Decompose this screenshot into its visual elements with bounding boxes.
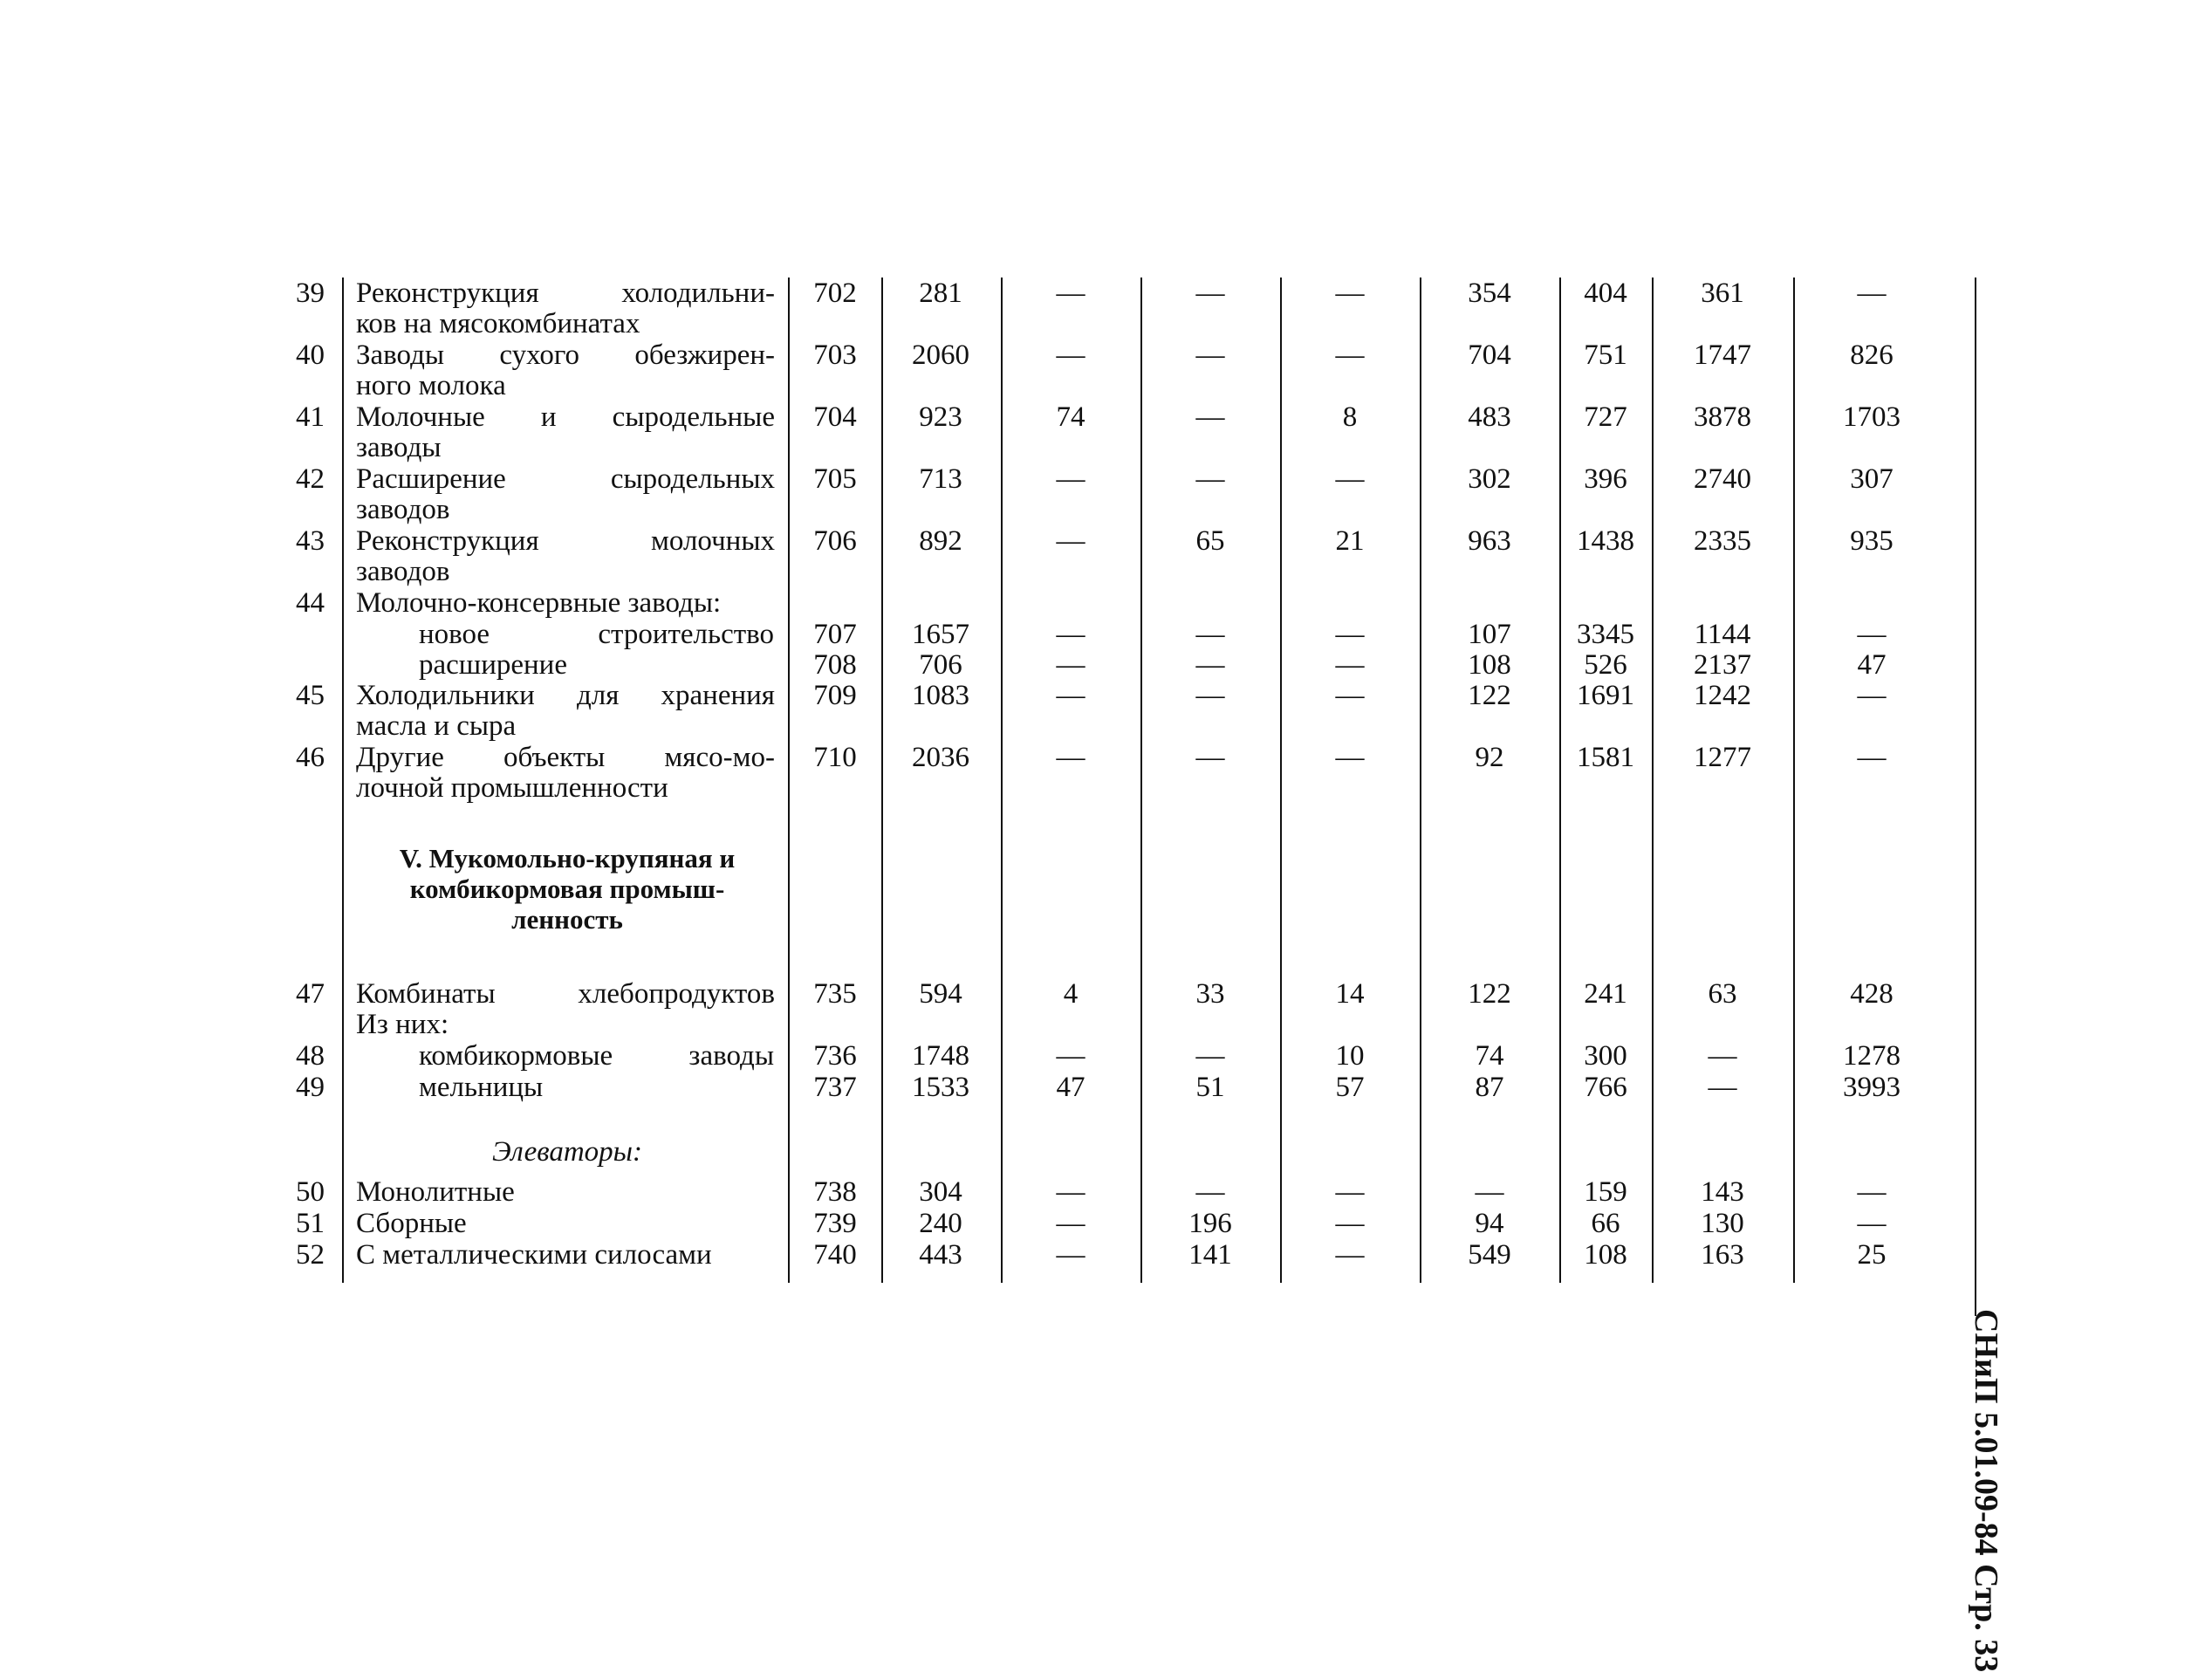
row-name-line: Заводы сухого обезжирен- bbox=[356, 339, 775, 371]
cell-value: 549 bbox=[1468, 1239, 1511, 1271]
cell-value: 10 bbox=[1335, 1040, 1365, 1072]
row-name-line: заводов bbox=[356, 556, 450, 587]
cell-value: 705 bbox=[813, 463, 857, 495]
rule-col-4 bbox=[1140, 278, 1142, 1283]
row-name-line: мельницы bbox=[419, 1072, 544, 1103]
cell-value: 2335 bbox=[1694, 525, 1751, 557]
cell-value: 702 bbox=[813, 278, 857, 309]
row-number: 44 bbox=[296, 587, 325, 619]
cell-value: — bbox=[1857, 1208, 1887, 1239]
cell-value: 428 bbox=[1850, 978, 1894, 1010]
cell-value: — bbox=[1195, 463, 1225, 495]
cell-value: 240 bbox=[919, 1208, 962, 1239]
cell-value: 3878 bbox=[1694, 401, 1751, 433]
cell-value: 404 bbox=[1584, 278, 1627, 309]
cell-value: 963 bbox=[1468, 525, 1511, 557]
rule-col-6 bbox=[1420, 278, 1421, 1283]
cell-value: 122 bbox=[1468, 680, 1511, 711]
row-number: 50 bbox=[296, 1176, 325, 1208]
cell-value: 935 bbox=[1850, 525, 1894, 557]
row-name-line: масла и сыра bbox=[356, 710, 517, 742]
cell-value: 3993 bbox=[1843, 1072, 1900, 1103]
row-name-line: заводов bbox=[356, 494, 450, 525]
cell-value: 1691 bbox=[1577, 680, 1634, 711]
cell-value: 708 bbox=[813, 649, 857, 681]
cell-value: 87 bbox=[1475, 1072, 1504, 1103]
cell-value: 92 bbox=[1475, 742, 1504, 773]
cell-value: 1533 bbox=[912, 1072, 969, 1103]
cell-value: 710 bbox=[813, 742, 857, 773]
cell-value: 923 bbox=[919, 401, 962, 433]
cell-value: 826 bbox=[1850, 339, 1894, 371]
row-number: 42 bbox=[296, 463, 325, 495]
cell-value: 108 bbox=[1468, 649, 1511, 681]
cell-value: 766 bbox=[1584, 1072, 1627, 1103]
cell-value: 302 bbox=[1468, 463, 1511, 495]
cell-value: — bbox=[1195, 1040, 1225, 1072]
row-name-line: ков на мясокомбинатах bbox=[356, 308, 640, 339]
row-number: 41 bbox=[296, 401, 325, 433]
cell-value: 1144 bbox=[1694, 619, 1751, 650]
cell-value: 122 bbox=[1468, 978, 1511, 1010]
cell-value: 21 bbox=[1335, 525, 1365, 557]
rule-col-3 bbox=[1001, 278, 1003, 1283]
row-name-line: Реконструкция холодильни- bbox=[356, 278, 775, 309]
cell-value: — bbox=[1335, 742, 1365, 773]
cell-value: 1657 bbox=[912, 619, 969, 650]
cell-value: 25 bbox=[1857, 1239, 1887, 1271]
cell-value: 737 bbox=[813, 1072, 857, 1103]
row-number: 47 bbox=[296, 978, 325, 1010]
row-number: 48 bbox=[296, 1040, 325, 1072]
cell-value: 241 bbox=[1584, 978, 1627, 1010]
cell-value: 740 bbox=[813, 1239, 857, 1271]
cell-value: 2036 bbox=[912, 742, 969, 773]
cell-value: — bbox=[1335, 649, 1365, 681]
cell-value: — bbox=[1857, 278, 1887, 309]
row-name-line: Другие объекты мясо-мо- bbox=[356, 742, 775, 773]
cell-value: 2060 bbox=[912, 339, 969, 371]
cell-value: 1703 bbox=[1843, 401, 1900, 433]
row-name-line: Реконструкция молочных bbox=[356, 525, 775, 557]
cell-value: 3345 bbox=[1577, 619, 1634, 650]
cell-value: 354 bbox=[1468, 278, 1511, 309]
row-name-line: расширение bbox=[419, 649, 567, 681]
row-name-line: Молочные и сыродельные bbox=[356, 401, 775, 433]
rule-col-9 bbox=[1793, 278, 1795, 1283]
cell-value: — bbox=[1056, 278, 1085, 309]
cell-value: — bbox=[1056, 339, 1085, 371]
cell-value: 65 bbox=[1195, 525, 1225, 557]
row-name-line: заводы bbox=[356, 432, 442, 463]
cell-value: — bbox=[1056, 680, 1085, 711]
row-name-line: С металлическими силосами bbox=[356, 1239, 712, 1271]
cell-value: 304 bbox=[919, 1176, 962, 1208]
cell-value: — bbox=[1056, 1040, 1085, 1072]
cell-value: 739 bbox=[813, 1208, 857, 1239]
row-number: 40 bbox=[296, 339, 325, 371]
cell-value: 130 bbox=[1701, 1208, 1744, 1239]
cell-value: 2740 bbox=[1694, 463, 1751, 495]
cell-value: 141 bbox=[1188, 1239, 1232, 1271]
cell-value: — bbox=[1335, 680, 1365, 711]
section-title-line-3: ленность bbox=[511, 904, 623, 935]
cell-value: 1277 bbox=[1694, 742, 1751, 773]
cell-value: — bbox=[1708, 1072, 1737, 1103]
cell-value: 4 bbox=[1063, 978, 1079, 1010]
cell-value: 2137 bbox=[1694, 649, 1751, 681]
cell-value: 1747 bbox=[1694, 339, 1751, 371]
cell-value: — bbox=[1857, 680, 1887, 711]
cell-value: 361 bbox=[1701, 278, 1744, 309]
cell-value: 1438 bbox=[1577, 525, 1634, 557]
cell-value: — bbox=[1056, 1239, 1085, 1271]
cell-value: 594 bbox=[919, 978, 962, 1010]
cell-value: — bbox=[1056, 525, 1085, 557]
cell-value: 33 bbox=[1195, 978, 1225, 1010]
cell-value: 396 bbox=[1584, 463, 1627, 495]
cell-value: 735 bbox=[813, 978, 857, 1010]
cell-value: 63 bbox=[1708, 978, 1737, 1010]
row-number: 49 bbox=[296, 1072, 325, 1103]
cell-value: — bbox=[1335, 1208, 1365, 1239]
cell-value: 74 bbox=[1475, 1040, 1504, 1072]
rule-no-name bbox=[342, 278, 344, 1283]
cell-value: — bbox=[1195, 339, 1225, 371]
cell-value: 1083 bbox=[912, 680, 969, 711]
cell-value: — bbox=[1195, 742, 1225, 773]
row-name-line: новое строительство bbox=[419, 619, 774, 650]
cell-value: — bbox=[1195, 401, 1225, 433]
cell-value: 47 bbox=[1056, 1072, 1085, 1103]
cell-value: — bbox=[1195, 649, 1225, 681]
row-name-line: комбикормовые заводы bbox=[419, 1040, 774, 1072]
cell-value: 1748 bbox=[912, 1040, 969, 1072]
row-name-line: Молочно-консервные заводы: bbox=[356, 587, 722, 619]
cell-value: 74 bbox=[1056, 401, 1085, 433]
cell-value: — bbox=[1056, 1208, 1085, 1239]
cell-value: — bbox=[1335, 463, 1365, 495]
cell-value: 727 bbox=[1584, 401, 1627, 433]
cell-value: 196 bbox=[1188, 1208, 1232, 1239]
cell-value: — bbox=[1335, 278, 1365, 309]
cell-value: 94 bbox=[1475, 1208, 1504, 1239]
row-number: 45 bbox=[296, 680, 325, 711]
row-name-line: Комбинаты хлебопродуктов bbox=[356, 978, 775, 1010]
row-name-line: Расширение сыродельных bbox=[356, 463, 775, 495]
cell-value: 713 bbox=[919, 463, 962, 495]
cell-value: 1242 bbox=[1694, 680, 1751, 711]
cell-value: 1278 bbox=[1843, 1040, 1900, 1072]
cell-value: 300 bbox=[1584, 1040, 1627, 1072]
cell-value: 143 bbox=[1701, 1176, 1744, 1208]
cell-value: — bbox=[1857, 742, 1887, 773]
section-title-line-1: V. Мукомольно-крупяная и bbox=[399, 843, 736, 874]
row-name-line: Холодильники для хранения bbox=[356, 680, 775, 711]
running-header: СНиП 5.01.09-84 Стр. 33 bbox=[1968, 1309, 2004, 1672]
cell-value: 736 bbox=[813, 1040, 857, 1072]
cell-value: 706 bbox=[813, 525, 857, 557]
row-number: 46 bbox=[296, 742, 325, 773]
cell-value: 14 bbox=[1335, 978, 1365, 1010]
cell-value: — bbox=[1195, 619, 1225, 650]
cell-value: 281 bbox=[919, 278, 962, 309]
cell-value: 707 bbox=[813, 619, 857, 650]
cell-value: 57 bbox=[1335, 1072, 1365, 1103]
row-name-line: Сборные bbox=[356, 1208, 467, 1239]
cell-value: 709 bbox=[813, 680, 857, 711]
cell-value: — bbox=[1195, 1176, 1225, 1208]
row-number: 52 bbox=[296, 1239, 325, 1271]
cell-value: — bbox=[1056, 742, 1085, 773]
cell-value: — bbox=[1195, 680, 1225, 711]
cell-value: — bbox=[1708, 1040, 1737, 1072]
cell-value: 751 bbox=[1584, 339, 1627, 371]
cell-value: 892 bbox=[919, 525, 962, 557]
cell-value: 107 bbox=[1468, 619, 1511, 650]
row-name-line: лочной промышленности bbox=[356, 772, 668, 804]
cell-value: 703 bbox=[813, 339, 857, 371]
cell-value: 704 bbox=[813, 401, 857, 433]
cell-value: 526 bbox=[1584, 649, 1627, 681]
cell-value: 307 bbox=[1850, 463, 1894, 495]
subsection-title: Элеваторы: bbox=[491, 1136, 642, 1168]
cell-value: — bbox=[1056, 619, 1085, 650]
cell-value: — bbox=[1475, 1176, 1504, 1208]
cell-value: — bbox=[1335, 619, 1365, 650]
cell-value: — bbox=[1056, 1176, 1085, 1208]
cell-value: 483 bbox=[1468, 401, 1511, 433]
row-name-line: Из них: bbox=[356, 1009, 449, 1040]
row-name-line: Монолитные bbox=[356, 1176, 515, 1208]
cell-value: — bbox=[1857, 619, 1887, 650]
cell-value: 704 bbox=[1468, 339, 1511, 371]
cell-value: — bbox=[1335, 1239, 1365, 1271]
cell-value: 1581 bbox=[1577, 742, 1634, 773]
cell-value: 738 bbox=[813, 1176, 857, 1208]
cell-value: — bbox=[1195, 278, 1225, 309]
cell-value: 443 bbox=[919, 1239, 962, 1271]
cell-value: 159 bbox=[1584, 1176, 1627, 1208]
row-number: 43 bbox=[296, 525, 325, 557]
rule-right-border bbox=[1975, 278, 1976, 1316]
cell-value: 47 bbox=[1857, 649, 1887, 681]
cell-value: — bbox=[1335, 339, 1365, 371]
rule-col-5 bbox=[1280, 278, 1282, 1283]
cell-value: — bbox=[1056, 463, 1085, 495]
cell-value: 66 bbox=[1591, 1208, 1620, 1239]
cell-value: 8 bbox=[1342, 401, 1358, 433]
cell-value: — bbox=[1857, 1176, 1887, 1208]
row-number: 39 bbox=[296, 278, 325, 309]
row-number: 51 bbox=[296, 1208, 325, 1239]
cell-value: 706 bbox=[919, 649, 962, 681]
cell-value: — bbox=[1335, 1176, 1365, 1208]
cell-value: 108 bbox=[1584, 1239, 1627, 1271]
row-name-line: ного молока bbox=[356, 370, 506, 401]
cell-value: — bbox=[1056, 649, 1085, 681]
cell-value: 163 bbox=[1701, 1239, 1744, 1271]
section-title-line-2: комбикормовая промыш- bbox=[409, 874, 725, 904]
cell-value: 51 bbox=[1195, 1072, 1225, 1103]
